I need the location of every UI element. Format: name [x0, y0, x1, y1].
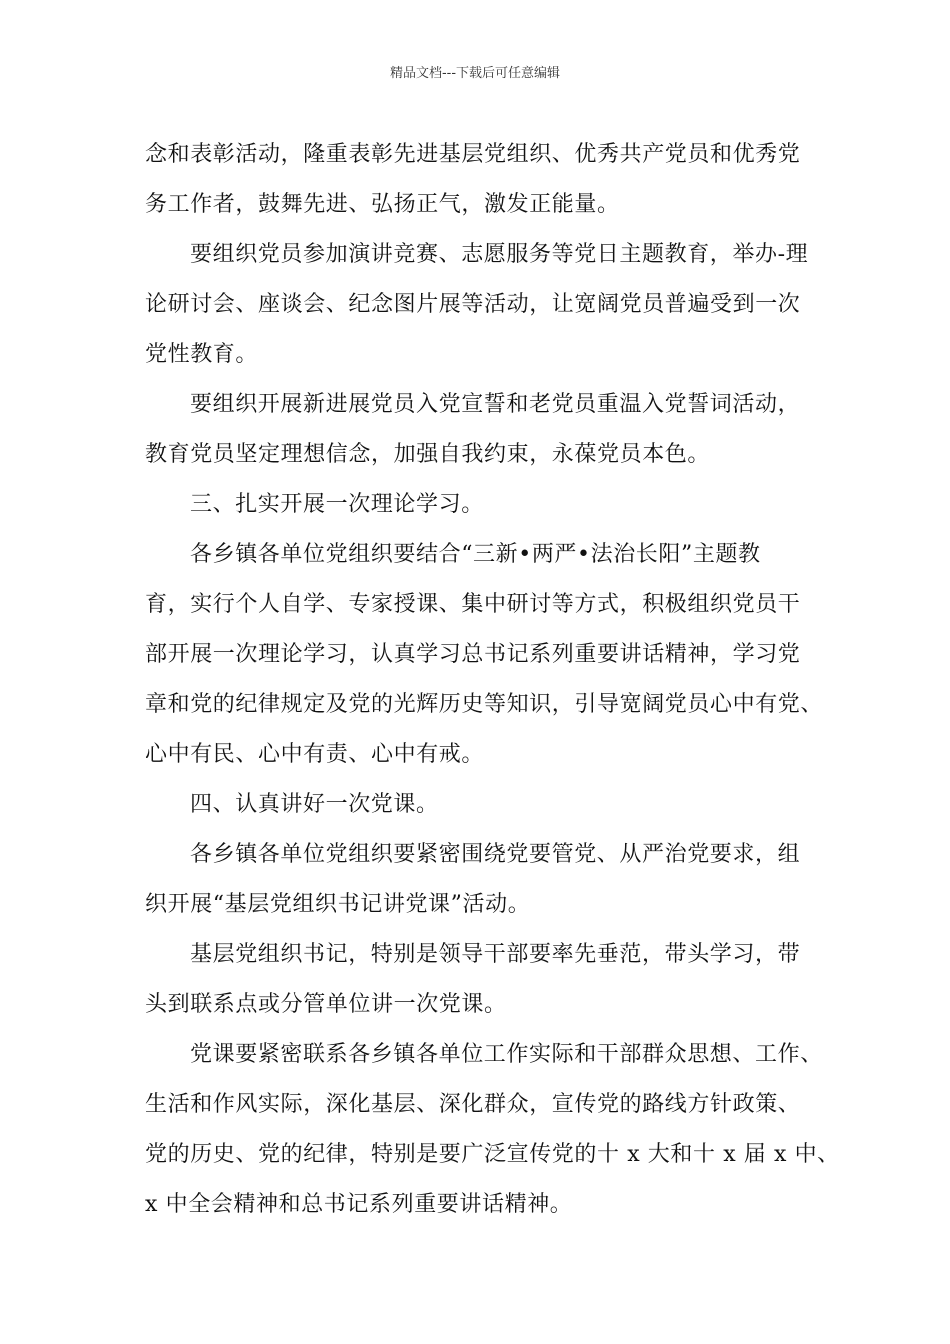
text-line: 织开展“基层党组织书记讲党课”活动。 — [145, 892, 531, 917]
paragraph-start: 各乡镇各单位党组织要结合“三新•两严•法治长阳”主题教 — [190, 542, 761, 567]
text-line: 务工作者，鼓舞先进、弘扬正气，激发正能量。 — [145, 192, 620, 217]
text-line: 教育党员坚定理想信念，加强自我约束，永葆党员本色。 — [145, 442, 711, 467]
section-heading: 三、扎实开展一次理论学习。 — [190, 492, 484, 517]
document-body — [145, 130, 840, 1230]
section-heading: 四、认真讲好一次党课。 — [190, 792, 439, 817]
text-line: x 中全会精神和总书记系列重要讲话精神。 — [145, 1192, 573, 1217]
text-line: 论研讨会、座谈会、纪念图片展等活动，让宽阔党员普遍受到一次 — [145, 292, 801, 317]
text-line: 章和党的纪律规定及党的光辉历史等知识，引导宽阔党员心中有党、 — [145, 692, 824, 717]
paragraph-start: 要组织开展新进展党员入党宣誓和老党员重温入党誓词活动， — [190, 392, 801, 417]
paragraph-start: 基层党组织书记，特别是领导干部要率先垂范，带头学习，带 — [190, 942, 801, 967]
text-line: 心中有民、心中有责、心中有戒。 — [145, 742, 485, 767]
text-line: 育，实行个人自学、专家授课、集中研讨等方式，积极组织党员干 — [145, 592, 801, 617]
text-line: 生活和作风实际，深化基层、深化群众，宣传党的路线方针政策、 — [145, 1092, 801, 1117]
text-line: 部开展一次理论学习，认真学习总书记系列重要讲话精神，学习党 — [145, 642, 801, 667]
paragraph-start: 要组织党员参加演讲竞赛、志愿服务等党日主题教育，举办-理 — [190, 242, 809, 267]
paragraph-start: 党课要紧密联系各乡镇各单位工作实际和干部群众思想、工作、 — [190, 1042, 823, 1067]
text-line: 念和表彰活动，隆重表彰先进基层党组织、优秀共产党员和优秀党 — [145, 142, 801, 167]
text-line: 头到联系点或分管单位讲一次党课。 — [145, 992, 507, 1017]
page-header: 精品文档---下载后可任意编辑 — [389, 66, 561, 81]
paragraph-start: 各乡镇各单位党组织要紧密围绕党要管党、从严治党要求，组 — [190, 842, 801, 867]
text-line: 党性教育。 — [145, 342, 259, 367]
text-line: 党的历史、党的纪律，特别是要广泛宣传党的十 x 大和十 x 届 x 中、 — [145, 1142, 840, 1167]
